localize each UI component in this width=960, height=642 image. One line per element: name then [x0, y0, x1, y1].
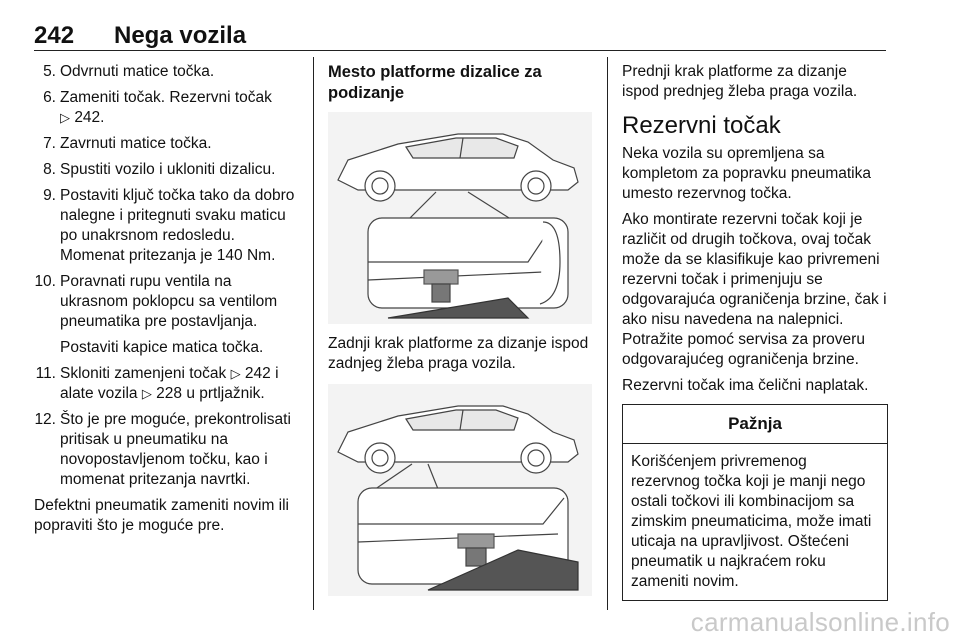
page-reference[interactable]: 242. [74, 109, 105, 126]
car-lift-illustration [328, 112, 592, 324]
page-reference[interactable]: 228 u prtljažnik. [156, 385, 265, 402]
caution-title: Pažnja [623, 405, 887, 444]
figure-caption: Zadnji krak platforme za dizanje ispod zadnjeg žleba praga vozila. [328, 335, 589, 372]
caution-box [622, 404, 888, 601]
intro-paragraph: Prednji krak platforme za dizanje ispod prednjeg žleba praga vozila. [622, 63, 858, 100]
watermark: carmanualsonline.info [690, 607, 950, 637]
section-heading: Rezervni točak [622, 112, 781, 139]
car-lift-illustration [328, 384, 592, 596]
ref-arrow-icon[interactable]: ▷ [230, 366, 241, 381]
step-item: 9. Postaviti ključ točka tako da dobro nalegne i pritegnuti svaku maticu po unakrsnom redosledu. Momenat pritezanja je 140 Nm. [43, 187, 295, 264]
column-1 [34, 62, 302, 542]
ref-arrow-icon[interactable]: ▷ [141, 386, 152, 401]
paragraph: Rezervni točak ima čelični naplatak. [622, 377, 869, 394]
closing-paragraph: Defektni pneumatik zameniti novim ili popraviti što je moguće pre. [34, 497, 289, 534]
page-reference[interactable]: 242 i alate vozila [60, 365, 279, 402]
step-item: 5. Odvrnuti matice točka. [43, 63, 215, 80]
header-divider [34, 50, 886, 51]
caution-body: Korišćenjem privremenog rezervnog točka koji je manji nego ostali točkovi ili kombinacijom sa zimskim pneumaticima, može imati uticaja na upravljivost. Oštećeni pneumatik u najkraćem roku zameniti novim. [631, 453, 872, 590]
step-item: 8. Spustiti vozilo i ukloniti dizalicu. [43, 161, 276, 178]
step-item: 12. Što je pre moguće, prekontrolisati pritisak u pneumatiku na novopostavljenom točku, kao i momenat pritezanja navrtki. [34, 411, 291, 488]
page-number: 242 [34, 22, 75, 49]
column-3 [622, 62, 888, 601]
paragraph: Ako montirate rezervni točak koji je različit od drugih točkova, ovaj točak može da se klasifikuje kao privremeni rezervni točak i primenjuju se odgovarajuća ograničenja brzine, čak i ako nisu navedena na nalepnici. Potražite pomoć servisa za proveru odgovarajućeg ograničenja brzine. [622, 211, 887, 368]
front-lift-point-figure [328, 384, 592, 596]
step-subtext: Postaviti kapice matica točka. [60, 339, 264, 356]
rear-lift-point-figure [328, 112, 592, 324]
step-item: 7. Zavrnuti matice točka. [43, 135, 212, 152]
step-item: 11. Skloniti zamenjeni točak ▷ 242 i alate vozila ▷ 228 u prtljažnik. [35, 365, 279, 402]
step-item: 10. Poravnati rupu ventila na ukrasnom poklopcu sa ventilom pneumatika pre postavljanja. [34, 273, 278, 330]
chapter-title: Nega vozila [114, 22, 247, 49]
section-heading: Mesto platforme dizalice za podizanje [328, 63, 542, 102]
column-2 [328, 62, 596, 606]
paragraph: Neka vozila su opremljena sa kompletom za popravku pneumatika umesto rezervnog točka. [622, 145, 871, 202]
column-divider-2 [607, 57, 608, 610]
ref-arrow-icon[interactable]: ▷ [60, 110, 70, 125]
column-divider-1 [313, 57, 314, 610]
step-item: 6. Zameniti točak. Rezervni točak ▷ 242. [43, 89, 272, 126]
